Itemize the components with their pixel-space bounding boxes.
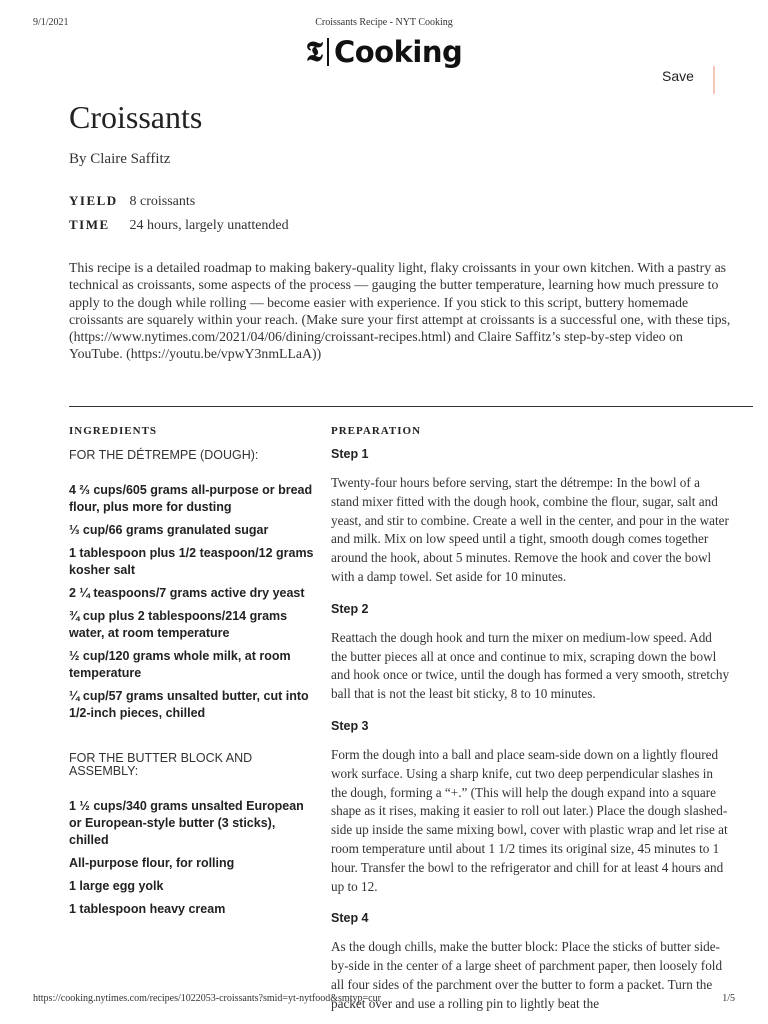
print-date: 9/1/2021 bbox=[33, 17, 69, 28]
logo-divider bbox=[327, 38, 329, 66]
step-text: As the dough chills, make the butter block: Place the sticks of butter side-by-side in the center of a large sheet of parchment paper, then loosely fold all four sides of the parchment over the butter to form a packet. Turn the packet over and use a rolling pin to lightly beat the bbox=[331, 939, 723, 1011]
page-number: 1/5 bbox=[722, 993, 735, 1004]
ingredient-item: ½ cup/120 grams whole milk, at room temperature bbox=[69, 649, 291, 680]
ingredient-item: ⅓ cup/66 grams granulated sugar bbox=[69, 523, 269, 537]
save-button[interactable]: Save bbox=[662, 68, 694, 84]
prep-step bbox=[331, 602, 731, 704]
recipe-intro: This recipe is a detailed roadmap to making bakery-quality light, flaky croissants in your own kitchen. With a pastry as technical as croissants, some aspects of the process — gauging the butter temperature, learning how much pressure to apply to the dough while rolling — become easier with experience. If you stick to this script, buttery homemade croissants are squarely within your reach. (Make sure your first attempt at croissants is a successful one, with these tips, (https://www.nytimes.com/2021/04/06/dining/croissant-recipes.html) and Claire Saffitz’s step-by-step video on YouTube. (https://youtu.be/vpwY3nmLLaA)) bbox=[69, 260, 731, 362]
ingredient-item: 4 ⅔ cups/605 grams all-purpose or bread flour, plus more for dusting bbox=[69, 483, 313, 514]
recipe-title: Croissants bbox=[69, 99, 203, 135]
ingredient-group-title: FOR THE BUTTER BLOCK AND ASSEMBLY: bbox=[69, 751, 253, 778]
ingredient-item: 1 large egg yolk bbox=[69, 879, 164, 893]
section-divider bbox=[69, 406, 753, 407]
save-accent-bar bbox=[713, 66, 715, 94]
ingredient-item: 1 ½ cups/340 grams unsalted European or European-style butter (3 sticks), chilled bbox=[69, 799, 304, 847]
step-label: Step 2 bbox=[331, 601, 369, 616]
preparation-heading: PREPARATION bbox=[331, 425, 422, 437]
nyt-t-logo-icon: 𝕿 bbox=[305, 35, 323, 68]
print-page-title: Croissants Recipe - NYT Cooking bbox=[315, 17, 453, 28]
nyt-cooking-logo[interactable] bbox=[0, 32, 768, 72]
prep-step bbox=[331, 447, 731, 587]
ingredient-item: ¾ cup plus 2 tablespoons/214 grams water, at room temperature bbox=[69, 609, 288, 640]
ingredient-item: 1 tablespoon plus 1/2 teaspoon/12 grams kosher salt bbox=[69, 546, 314, 577]
cooking-wordmark: Cooking bbox=[333, 34, 463, 69]
ingredient-item: 2 ¼ teaspoons/7 grams active dry yeast bbox=[69, 586, 305, 600]
yield-row bbox=[69, 193, 195, 210]
step-label: Step 4 bbox=[331, 911, 369, 926]
ingredient-group-title: FOR THE DÉTREMPE (DOUGH): bbox=[69, 448, 259, 462]
step-text: Form the dough into a ball and place seam-side down on a lightly floured work surface. Using a sharp knife, cut two deep perpendicular slashes in the dough, forming a “+.” (This will help the dough expand into a square shape as it rises, making it easier to roll out later.) Place the dough slashed-side up inside the same mixing bowl, cover with plastic wrap and let rise at room temperature until about 1 1/2 times its original size, 45 minutes to 1 hour. Transfer the bowl to the refrigerator and chill for at least 4 hours and up to 12. bbox=[331, 746, 728, 894]
step-label: Step 3 bbox=[331, 718, 369, 733]
ingredient-item: ¼ cup/57 grams unsalted butter, cut into 1/2-inch pieces, chilled bbox=[69, 689, 309, 720]
step-text: Reattach the dough hook and turn the mixer on medium-low speed. Add the butter pieces all at once and continue to mix, scraping down the bowl and hook once or twice, until the dough has formed a very smooth, stretchy ball that is not the least bit sticky, 8 to 10 minutes. bbox=[331, 629, 730, 702]
print-header bbox=[33, 17, 735, 31]
ingredient-item: 1 tablespoon heavy cream bbox=[69, 902, 226, 916]
step-label: Step 1 bbox=[331, 447, 369, 461]
time-row bbox=[69, 217, 289, 234]
time-value: 24 hours, largely unattended bbox=[129, 218, 289, 233]
ingredients-list bbox=[69, 449, 317, 924]
prep-step bbox=[331, 719, 731, 896]
yield-label: YIELD bbox=[69, 193, 118, 208]
ingredients-heading: INGREDIENTS bbox=[69, 425, 158, 437]
yield-value: 8 croissants bbox=[129, 194, 196, 209]
time-label: TIME bbox=[69, 217, 110, 232]
ingredient-item: All-purpose flour, for rolling bbox=[69, 856, 235, 870]
step-text: Twenty-four hours before serving, start the détrempe: In the bowl of a stand mixer fitted with the dough hook, combine the flour, sugar, salt and yeast, and stir to combine. Create a well in the center, and pour in the water and milk. Mix on low speed until a tight, smooth dough comes together around the hook, about 5 minutes. Remove the hook and cover the bowl with a damp towel. Set aside for 10 minutes. bbox=[331, 475, 729, 584]
print-footer bbox=[33, 993, 735, 1007]
print-url: https://cooking.nytimes.com/recipes/1022053-croissants?smid=yt-nytfood&smtyp=cur bbox=[33, 993, 381, 1004]
recipe-byline: By Claire Saffitz bbox=[69, 151, 171, 167]
